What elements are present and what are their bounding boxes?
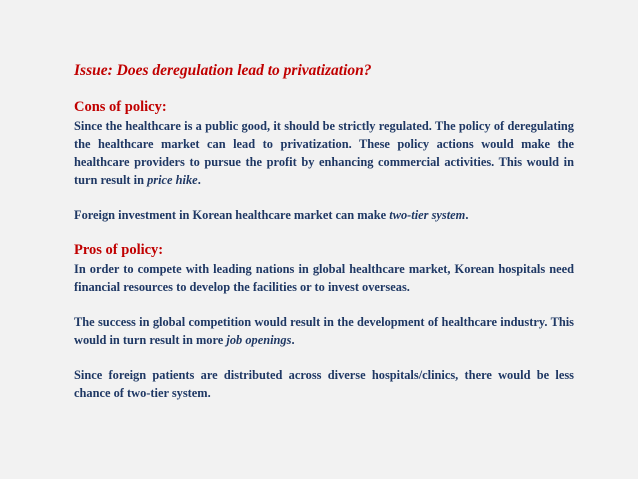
cons-paragraph-1-text: Since the healthcare is a public good, it should be strictly regulated. The policy of deregulating the healthcare market can lead to privatization. These policy actions would make the healthcare providers to pursue the profit by enhancing commercial activities. This would in turn result in (74, 119, 574, 187)
cons-paragraph-1 (74, 117, 574, 189)
pros-paragraph-2-end: . (291, 333, 295, 347)
cons-paragraph-2-text: Foreign investment in Korean healthcare market can make (74, 208, 390, 222)
pros-paragraph-2-text: The success in global competition would result in the development of healthcare industry. This would in turn result in more (74, 315, 574, 347)
cons-paragraph-1-emphasis: price hike (147, 173, 198, 187)
cons-paragraph-2-emphasis: two-tier system (389, 208, 466, 222)
issue-title: Issue: Does deregulation lead to privatization? (74, 62, 372, 79)
pros-paragraph-2 (74, 313, 574, 349)
cons-paragraph-2-end: . (465, 208, 469, 222)
cons-heading: Cons of policy: (74, 99, 167, 115)
cons-paragraph-1-end: . (197, 173, 201, 187)
pros-paragraph-3: Since foreign patients are distributed across diverse hospitals/clinics, there would be less chance of two-tier system. (74, 368, 574, 400)
pros-paragraph-1: In order to compete with leading nations in global healthcare market, Korean hospitals need financial resources to develop the facilities or to invest overseas. (74, 262, 574, 294)
pros-paragraph-2-emphasis: job openings (226, 333, 292, 347)
slide-content (74, 61, 574, 402)
pros-heading: Pros of policy: (74, 242, 164, 258)
cons-paragraph-2 (74, 206, 574, 224)
